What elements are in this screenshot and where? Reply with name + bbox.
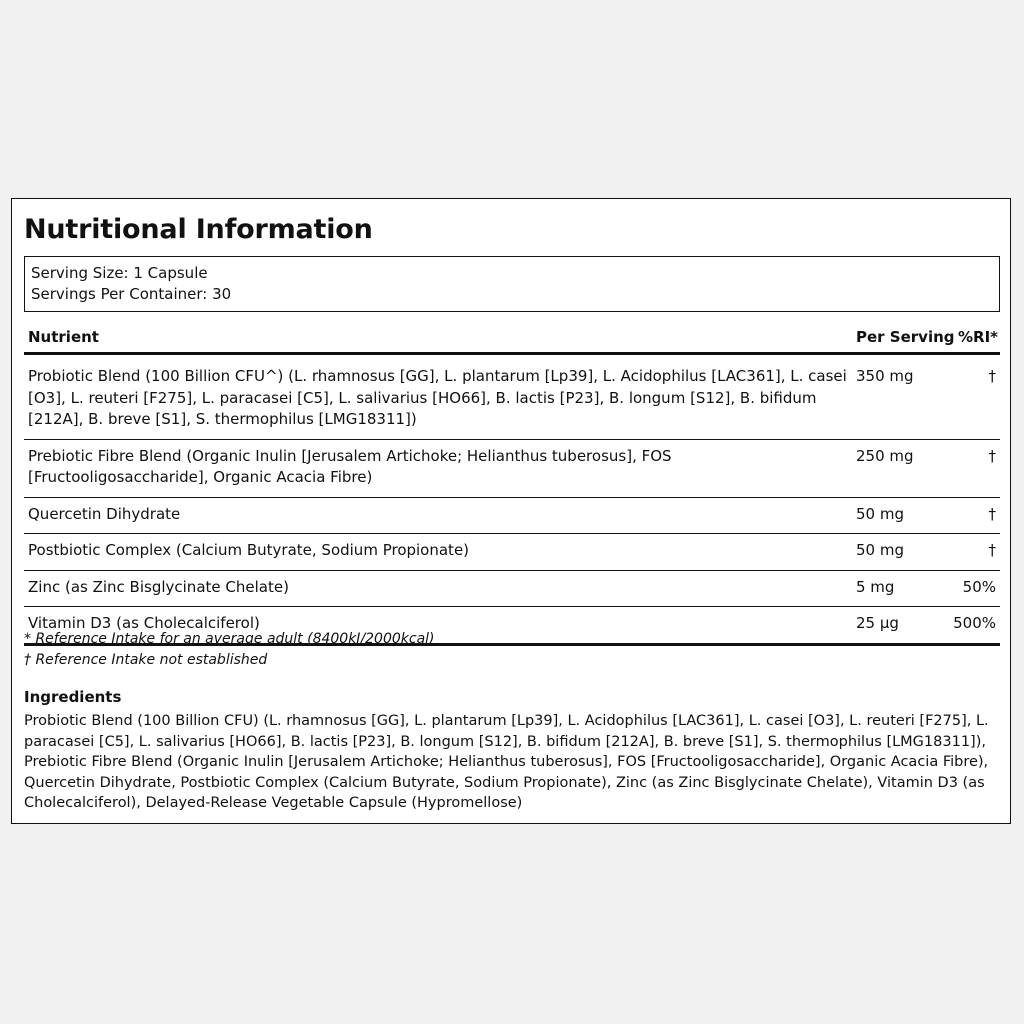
nutrient-ri: †	[944, 354, 1000, 440]
header-nutrient: Nutrient	[24, 321, 852, 354]
nutrient-amount: 50 mg	[852, 497, 944, 534]
table-row	[24, 354, 1000, 440]
nutrient-amount: 25 μg	[852, 607, 944, 645]
nutrient-name: Probiotic Blend (100 Billion CFU^) (L. rhamnosus [GG], L. plantarum [Lp39], L. Acidophilus [LAC361], L. casei [O3], L. reuteri [F275], L. paracasei [C5], L. salivarius [HO66], B. lactis [P23], B. longum [S12], B. bifidum [212A], B. breve [S1], S. thermophilus [LMG18311])	[24, 354, 852, 440]
nutrient-ri: 50%	[944, 570, 1000, 607]
nutrient-ri: †	[944, 439, 1000, 497]
nutrient-name: Postbiotic Complex (Calcium Butyrate, Sodium Propionate)	[24, 534, 852, 571]
nutrient-name: Vitamin D3 (as Cholecalciferol)	[24, 607, 852, 645]
table-row	[24, 534, 1000, 571]
servings-per-container: Servings Per Container: 30	[31, 285, 232, 303]
header-ri: %RI*	[944, 321, 1000, 354]
header-per-serving: Per Serving	[852, 321, 944, 354]
nutrition-panel	[11, 198, 1011, 824]
table-row	[24, 570, 1000, 607]
footnote-reference-intake: * Reference Intake for an average adult (8400kJ/2000kcal)	[24, 631, 435, 647]
nutrient-amount: 250 mg	[852, 439, 944, 497]
footnotes	[24, 629, 1000, 671]
nutrient-name: Prebiotic Fibre Blend (Organic Inulin [Jerusalem Artichoke; Helianthus tuberosus], FOS [Fructooligosaccharide], Organic Acacia Fibre)	[24, 439, 852, 497]
panel-title: Nutritional Information	[24, 214, 373, 245]
nutrient-table	[24, 321, 1000, 646]
nutrient-ri: 500%	[944, 607, 1000, 645]
table-row	[24, 439, 1000, 497]
table-header-row	[24, 321, 1000, 354]
ingredients-heading: Ingredients	[24, 688, 122, 706]
table-row	[24, 497, 1000, 534]
nutrient-amount: 50 mg	[852, 534, 944, 571]
nutrient-ri: †	[944, 534, 1000, 571]
ingredients-text: Probiotic Blend (100 Billion CFU) (L. rhamnosus [GG], L. plantarum [Lp39], L. Acidophilus [LAC361], L. casei [O3], L. reuteri [F275], L. paracasei [C5], L. salivarius [HO66], B. lactis [P23], B. longum [S12], B. bifidum [212A], B. breve [S1], S. thermophilus [LMG18311]), Prebiotic Fibre Blend (Organic Inulin [Jerusalem Artichoke; Helianthus tuberosus], FOS [Fructooligosaccharide], Organic Acacia Fibre), Quercetin Dihydrate, Postbiotic Complex (Calcium Butyrate, Sodium Propionate), Zinc (as Zinc Bisglycinate Chelate), Vitamin D3 (as Cholecalciferol), Delayed-Release Vegetable Capsule (Hypromellose)	[24, 713, 989, 811]
nutrient-amount: 350 mg	[852, 354, 944, 440]
nutrient-name: Zinc (as Zinc Bisglycinate Chelate)	[24, 570, 852, 607]
nutrient-amount: 5 mg	[852, 570, 944, 607]
footnote-not-established: † Reference Intake not established	[24, 652, 268, 668]
serving-info-box	[24, 256, 1000, 312]
serving-size: Serving Size: 1 Capsule	[31, 264, 208, 282]
nutrient-ri: †	[944, 497, 1000, 534]
nutrient-name: Quercetin Dihydrate	[24, 497, 852, 534]
